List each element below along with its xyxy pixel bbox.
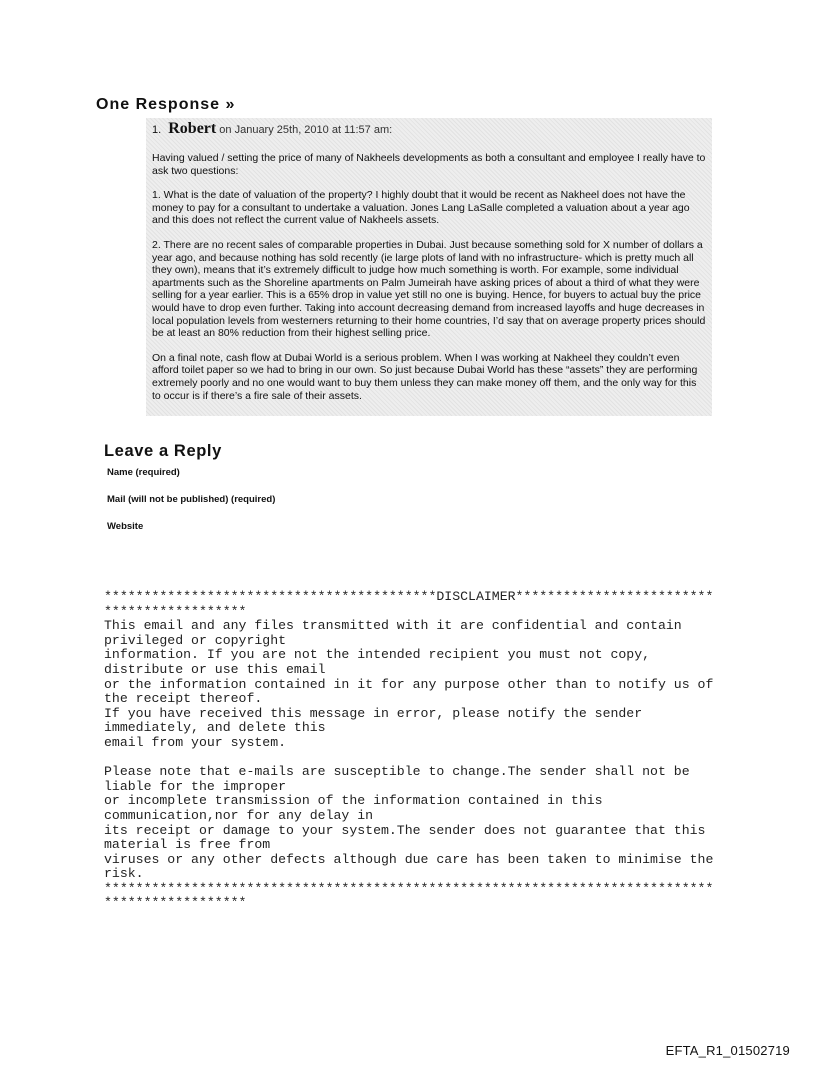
comment-paragraph: On a final note, cash flow at Dubai World is a serious problem. When I was working at Nakheel they couldn’t even afford toilet paper so we had to bring in our own. So just because Dubai World has these “assets” they are performing extremely poorly and no one would want to buy them unless they can make money off them, and the only way for this to occur is if there’s a fire sale of their assets. <box>152 351 698 402</box>
comment-item <box>146 118 712 416</box>
reply-heading: Leave a Reply <box>104 442 222 460</box>
comment-paragraph: 2. There are no recent sales of comparable properties in Dubai. Just because something sold for X number of dollars a year ago, and because nothing has sold recently (ie large plots of land with no infrastructure- which is pretty much all they own), means that it’s extremely difficult to judge how much something is worth. For example, some individual apartments such as the Shoreline apartments on Palm Jumeirah have asking prices of about a third of what they were selling for a year earlier. This is a 65% drop in value yet still no one is buying. Hence, for buyers to actual buy the price would have to drop even further. Taking into account decreasing demand from increased layoffs and huge decreases in local population levels from westerners returning to their home countries, I’d say that on average property prices should be at least an 80% reduction from their highest selling price. <box>152 238 706 340</box>
comment-date[interactable]: on January 25th, 2010 at 11:57 am: <box>219 124 393 136</box>
mail-label: Mail (will not be published) (required) <box>107 494 276 505</box>
website-label: Website <box>107 521 144 532</box>
comment-number: 1. <box>152 124 162 136</box>
email-disclaimer: ******************************************DISCLAIMER************************* ****************** This email and any files transmitted with it are confidential and contain privileged or copyright information. If you are not the intended recipient you must not copy, distribute or use this email or the information contained in it for any purpose other than to notify us of the receipt thereof. If you have received this message in error, please notify the sender immediately, and delete this email from your system. Please note that e-mails are susceptible to change.The sender shall not be liable for the improper or incomplete transmission of the information contained in this communication,nor for any delay in its receipt or damage to your system.The sender does not guarantee that this material is free from viruses or any other defects although due care has been taken to minimise the risk. ***************************************************************************** ****************** <box>104 589 714 911</box>
comment-header <box>152 120 708 138</box>
comment-paragraph: 1. What is the date of valuation of the property? I highly doubt that it would be recent as Nakheel does not have the money to pay for a consultant to undertake a valuation. Jones Lang LaSalle completed a valuation about a year ago and this does not reflect the current value of Nakheels assets. <box>152 189 690 227</box>
comment-author[interactable]: Robert <box>168 120 217 137</box>
document-id: EFTA_R1_01502719 <box>665 1043 790 1058</box>
name-label: Name (required) <box>107 467 180 478</box>
responses-heading: One Response » <box>96 96 236 113</box>
comment-paragraph: Having valued / setting the price of many of Nakheels developments as both a consultant and employee I really have to ask two questions: <box>152 152 706 177</box>
